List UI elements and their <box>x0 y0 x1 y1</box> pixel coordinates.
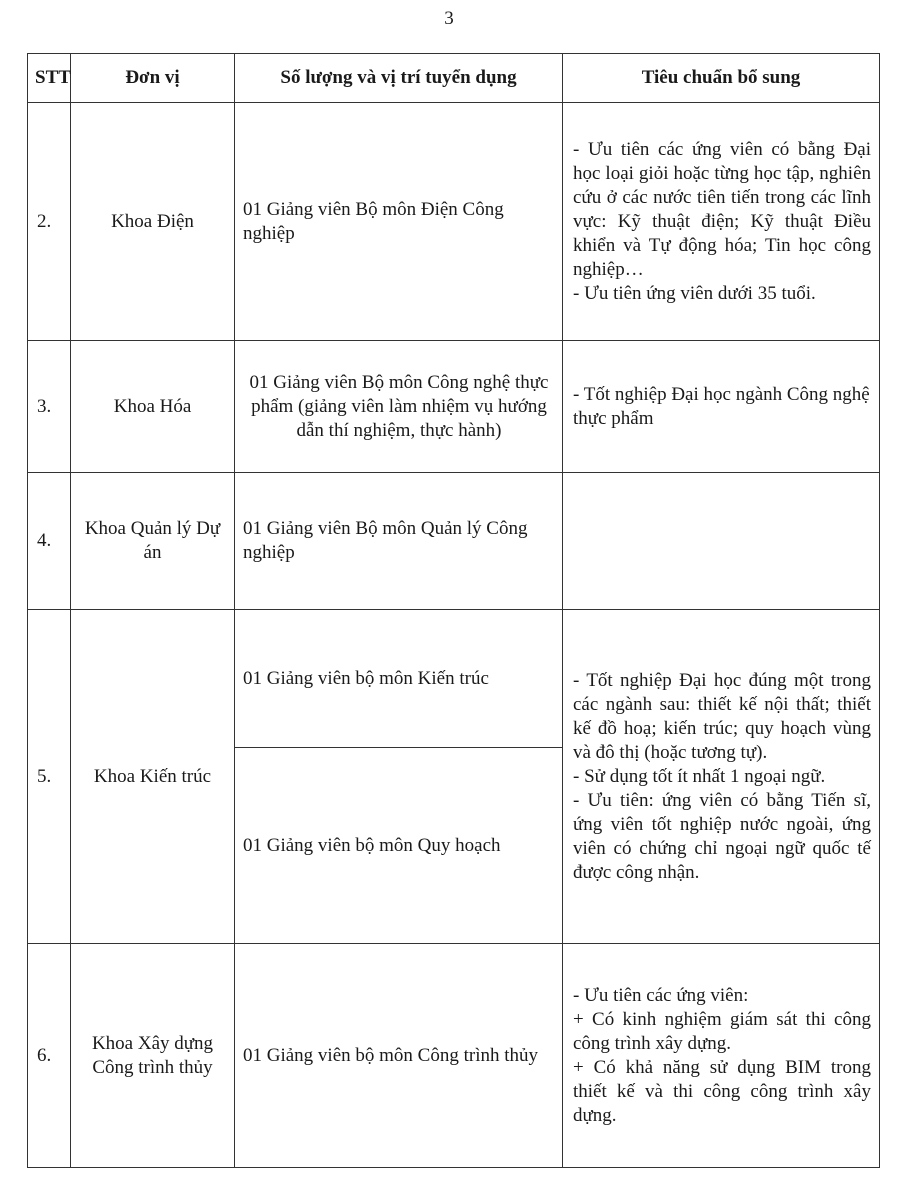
row-unit: Khoa Hóa <box>71 341 235 473</box>
row-position: 01 Giảng viên Bộ môn Quản lý Công nghiệp <box>235 473 563 610</box>
row-criteria <box>563 610 880 944</box>
criteria-line: - Ưu tiên các ứng viên: <box>573 984 749 1006</box>
header-stt: STT <box>28 54 71 103</box>
row-unit: Khoa Điện <box>71 103 235 341</box>
criteria-line: - Tốt nghiệp Đại học đúng một trong các ngành sau: thiết kế nội thất; thiết kế đồ hoạ; kiến trúc; quy hoạch vùng và đô thị (hoặc tương tự). <box>573 669 871 763</box>
criteria-line: - Sử dụng tốt ít nhất 1 ngoại ngữ. <box>573 765 826 787</box>
criteria-line: - Ưu tiên ứng viên dưới 35 tuổi. <box>573 282 816 304</box>
table-row <box>28 341 880 473</box>
header-criteria: Tiêu chuẩn bổ sung <box>563 54 880 103</box>
header-unit: Đơn vị <box>71 54 235 103</box>
row-position: 01 Giảng viên bộ môn Kiến trúc <box>235 610 563 748</box>
table-row <box>28 944 880 1168</box>
criteria-line: + Có khả năng sử dụng BIM trong thiết kế và thi công công trình xây dựng. <box>573 1056 871 1126</box>
row-criteria <box>563 103 880 341</box>
criteria-line: - Ưu tiên các ứng viên có bằng Đại học loại giỏi hoặc từng học tập, nghiên cứu ở các nước tiên tiến trong các lĩnh vực: Kỹ thuật điện; Kỹ thuật Điều khiển và Tự động hóa; Tin học công nghiệp… <box>573 138 871 280</box>
row-unit: Khoa Kiến trúc <box>71 610 235 944</box>
row-stt: 4. <box>28 473 71 610</box>
row-position: 01 Giảng viên bộ môn Quy hoạch <box>235 748 563 944</box>
row-unit: Khoa Xây dựng Công trình thủy <box>71 944 235 1168</box>
criteria-line: - Ưu tiên: ứng viên có bằng Tiến sĩ, ứng viên tốt nghiệp nước ngoài, ứng viên có chứng chỉ ngoại ngữ quốc tế được công nhận. <box>573 789 871 883</box>
row-position: 01 Giảng viên Bộ môn Công nghệ thực phẩm (giảng viên làm nhiệm vụ hướng dẫn thí nghiệm, thực hành) <box>235 341 563 473</box>
row-criteria <box>563 473 880 610</box>
row-position: 01 Giảng viên bộ môn Công trình thủy <box>235 944 563 1168</box>
criteria-line: - Tốt nghiệp Đại học ngành Công nghệ thực phẩm <box>573 383 870 429</box>
table-header-row <box>28 54 880 103</box>
header-positions: Số lượng và vị trí tuyển dụng <box>235 54 563 103</box>
row-stt: 2. <box>28 103 71 341</box>
row-stt: 5. <box>28 610 71 944</box>
row-position: 01 Giảng viên Bộ môn Điện Công nghiệp <box>235 103 563 341</box>
row-stt: 3. <box>28 341 71 473</box>
table-row <box>28 610 880 748</box>
row-stt: 6. <box>28 944 71 1168</box>
criteria-line: + Có kinh nghiệm giám sát thi công công trình xây dựng. <box>573 1008 871 1054</box>
table-row <box>28 473 880 610</box>
row-criteria <box>563 944 880 1168</box>
table-row <box>28 103 880 341</box>
page-number: 3 <box>444 8 454 29</box>
row-criteria <box>563 341 880 473</box>
recruitment-table <box>27 53 880 1168</box>
row-unit: Khoa Quản lý Dự án <box>71 473 235 610</box>
